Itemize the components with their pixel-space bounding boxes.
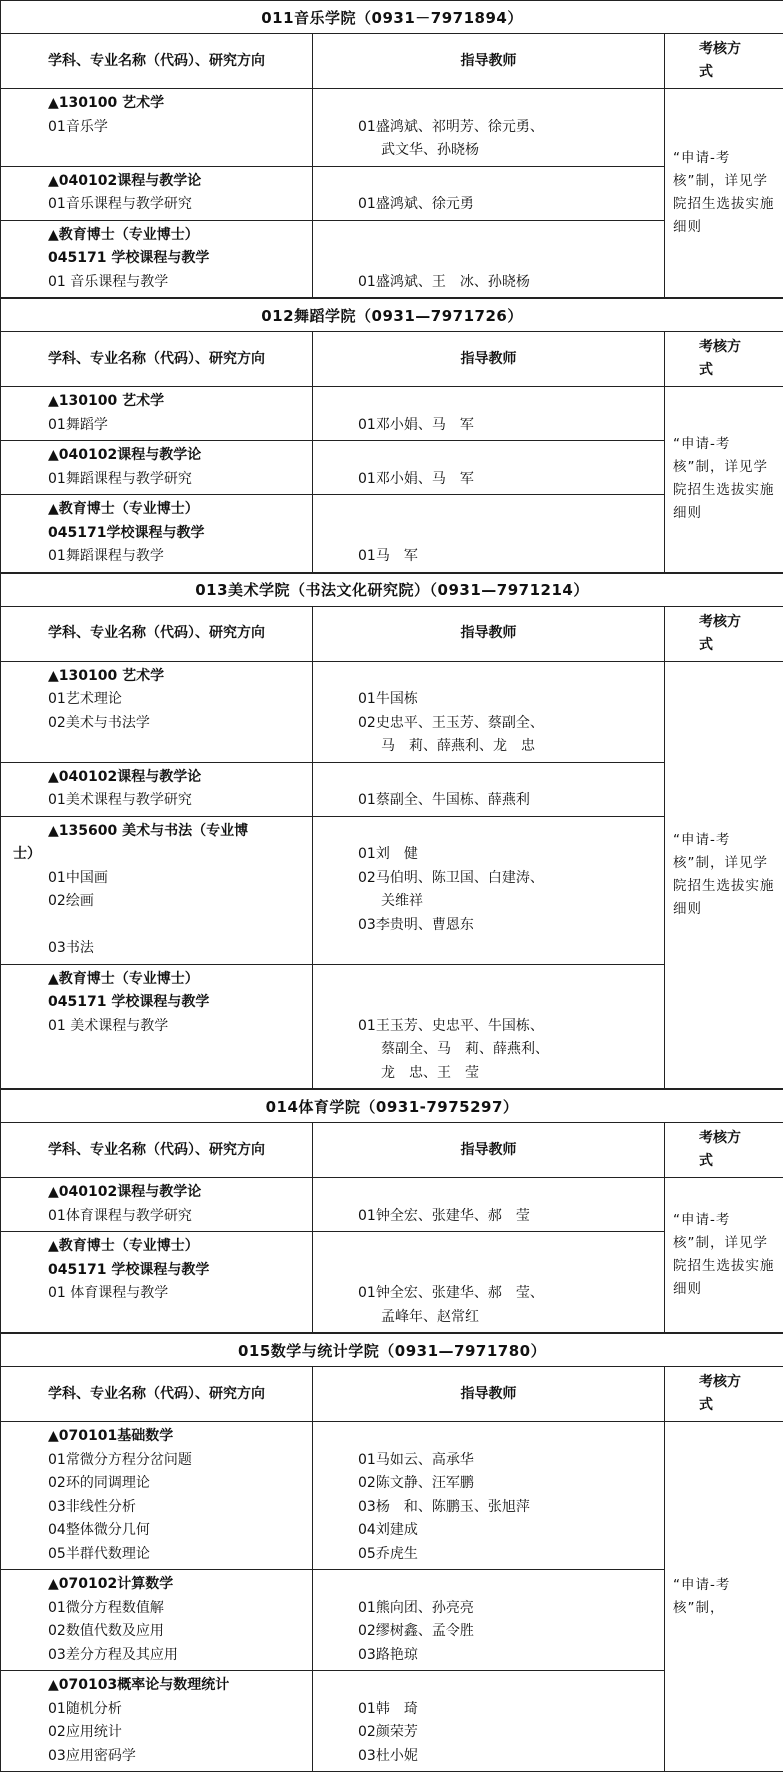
advisor-list: 01邓小娟、马 军	[358, 470, 474, 487]
section-title: 014体育学院（0931-7975297）	[1, 1090, 783, 1123]
program-row	[1, 89, 783, 167]
section-title: 013美术学院（书法文化研究院）（0931—7971214）	[1, 573, 783, 606]
advisor-list: 马 莉、薛燕利、龙 忠	[381, 738, 535, 754]
program-heading: ▲070102计算数学	[48, 1576, 174, 1592]
program-row	[1, 661, 783, 762]
program-heading: 045171学校课程与教学	[48, 524, 205, 541]
program-cell	[1, 387, 313, 441]
advisor-cell	[313, 89, 665, 167]
research-direction: 01舞蹈课程与教学研究	[48, 470, 192, 487]
advisor-cell	[313, 1178, 665, 1232]
advisor-list	[313, 1235, 664, 1259]
header-subject: 学科、专业名称（代码）、研究方向	[1, 34, 313, 89]
research-direction: 01舞蹈学	[48, 416, 108, 433]
advisor-list: 01熊向团、孙亮亮	[358, 1599, 474, 1616]
program-cell	[1, 220, 313, 298]
research-direction: 02数值代数及应用	[48, 1623, 164, 1639]
program-heading: ▲教育博士（专业博士）	[48, 226, 199, 243]
program-heading: ▲130100 艺术学	[48, 667, 165, 684]
program-cell	[1, 1671, 313, 1772]
program-cell	[1, 495, 313, 573]
program-heading: ▲130100 艺术学	[48, 95, 165, 111]
program-heading: ▲070103概率论与数理统计	[48, 1677, 230, 1693]
advisor-cell	[313, 1232, 665, 1333]
research-direction: 01 美术课程与教学	[48, 1017, 169, 1034]
program-heading: ▲040102课程与教学论	[48, 1184, 202, 1200]
section-table	[0, 1089, 783, 1333]
advisor-list	[313, 665, 664, 689]
advisor-list: 02陈文静、汪军鹏	[358, 1475, 474, 1491]
advisor-list: 02缪树鑫、孟令胜	[358, 1623, 474, 1639]
advisor-list	[313, 247, 664, 271]
header-assessment: 考核方式	[665, 606, 783, 661]
program-cell	[1, 1178, 313, 1232]
research-direction: 02应用统计	[48, 1724, 122, 1740]
advisor-list: 01马 军	[358, 548, 418, 564]
advisor-list	[313, 522, 664, 546]
advisor-list: 关维祥	[381, 893, 423, 909]
program-heading: 045171 学校课程与教学	[48, 250, 210, 266]
advisor-list: 04刘建成	[358, 1522, 418, 1538]
research-direction: 01 体育课程与教学	[48, 1285, 169, 1301]
program-heading: ▲教育博士（专业博士）	[48, 501, 199, 517]
advisor-list: 孟峰年、赵常红	[381, 1308, 479, 1325]
advisor-list: 武文华、孙晓杨	[381, 142, 479, 158]
research-direction: 01舞蹈课程与教学	[48, 548, 164, 564]
header-subject: 学科、专业名称（代码）、研究方向	[1, 1367, 313, 1422]
advisor-list	[313, 170, 664, 194]
advisor-cell	[313, 1570, 665, 1671]
program-heading: ▲040102课程与教学论	[48, 172, 202, 189]
header-advisor: 指导教师	[313, 332, 665, 387]
advisor-cell	[313, 166, 665, 220]
advisor-list	[313, 390, 664, 414]
research-direction: 01中国画	[48, 869, 108, 886]
advisor-list	[313, 968, 664, 992]
advisor-list	[313, 1573, 664, 1597]
advisor-cell	[313, 1671, 665, 1772]
advisor-list	[313, 766, 664, 790]
research-direction: 01音乐学	[48, 118, 108, 135]
program-cell	[1, 762, 313, 816]
header-subject: 学科、专业名称（代码）、研究方向	[1, 332, 313, 387]
research-direction: 03应用密码学	[48, 1747, 136, 1764]
program-cell	[1, 1422, 313, 1570]
advisor-list	[313, 224, 664, 248]
header-advisor: 指导教师	[313, 1123, 665, 1178]
header-assessment: 考核方式	[665, 34, 783, 89]
advisor-list	[313, 1259, 664, 1283]
advisor-cell	[313, 816, 665, 964]
research-direction: 01艺术理论	[48, 691, 122, 707]
header-assessment: 考核方式	[665, 1367, 783, 1422]
advisor-list	[313, 991, 664, 1015]
program-heading: ▲040102课程与教学论	[48, 447, 202, 463]
advisor-cell	[313, 964, 665, 1089]
advisor-list: 01王玉芳、史忠平、牛国栋、	[358, 1017, 544, 1034]
header-subject: 学科、专业名称（代码）、研究方向	[1, 1123, 313, 1178]
advisor-list	[313, 92, 664, 116]
advisor-cell	[313, 441, 665, 495]
program-cell	[1, 816, 313, 964]
advisor-cell	[313, 661, 665, 762]
advisor-list: 02史忠平、王玉芳、蔡副全、	[358, 714, 544, 731]
program-cell	[1, 1232, 313, 1333]
assessment-method: “申请-考核”制，详见学院招生选拔实施细则	[665, 1178, 783, 1333]
program-cell	[1, 441, 313, 495]
advisor-list: 05乔虎生	[358, 1545, 418, 1562]
assessment-method: “申请-考核”制，详见学院招生选拔实施细则	[665, 661, 783, 1089]
advisor-list: 01韩 琦	[358, 1700, 418, 1717]
section-table	[0, 0, 783, 298]
research-direction: 01体育课程与教学研究	[48, 1207, 192, 1224]
program-row	[1, 1422, 783, 1570]
advisor-list: 01钟全宏、张建华、郝 莹	[358, 1207, 530, 1224]
research-direction: 02美术与书法学	[48, 714, 150, 731]
header-subject: 学科、专业名称（代码）、研究方向	[1, 606, 313, 661]
advisor-list: 03李贵明、曹恩东	[358, 916, 474, 933]
advisor-cell	[313, 1422, 665, 1570]
research-direction: 01微分方程数值解	[48, 1599, 164, 1616]
research-direction: 02环的同调理论	[48, 1475, 150, 1491]
section-title: 011音乐学院（0931－7971894）	[1, 1, 783, 34]
program-heading: ▲070101基础数学	[48, 1428, 174, 1444]
program-heading: ▲135600 美术与书法（专业博	[48, 822, 249, 839]
advisor-list: 01马如云、高承华	[358, 1451, 474, 1468]
program-cell	[1, 1570, 313, 1671]
advisor-cell	[313, 387, 665, 441]
program-heading: 士）	[13, 846, 41, 862]
advisor-list: 蔡副全、马 莉、薛燕利、	[381, 1041, 549, 1057]
advisor-cell	[313, 220, 665, 298]
program-heading: ▲130100 艺术学	[48, 393, 165, 409]
section-table	[0, 573, 783, 1090]
advisor-list: 01蔡副全、牛国栋、薛燕利	[358, 792, 530, 808]
advisor-list	[313, 1425, 664, 1449]
research-direction: 01美术课程与教学研究	[48, 792, 192, 808]
advisor-list	[313, 1674, 664, 1698]
program-cell	[1, 89, 313, 167]
advisor-list: 龙 忠、王 莹	[381, 1064, 479, 1081]
program-row	[1, 387, 783, 441]
assessment-method: “申请-考核”制，详见学院招生选拔实施细则	[665, 387, 783, 573]
header-assessment: 考核方式	[665, 332, 783, 387]
advisor-list: 01牛国栋	[358, 691, 418, 707]
header-advisor: 指导教师	[313, 1367, 665, 1422]
header-advisor: 指导教师	[313, 34, 665, 89]
program-cell	[1, 166, 313, 220]
research-direction: 01随机分析	[48, 1700, 122, 1717]
research-direction: 03书法	[48, 940, 94, 956]
program-cell	[1, 964, 313, 1089]
advisor-list: 01刘 健	[358, 846, 418, 862]
program-cell	[1, 661, 313, 762]
section-title: 012舞蹈学院（0931—7971726）	[1, 299, 783, 332]
research-direction: 01音乐课程与教学研究	[48, 196, 192, 212]
advisor-cell	[313, 495, 665, 573]
advisor-list: 01盛鸿斌、祁明芳、徐元勇、	[358, 118, 544, 135]
program-row	[1, 1178, 783, 1232]
program-heading: ▲教育博士（专业博士）	[48, 1238, 199, 1254]
advisor-list: 03路艳琼	[358, 1646, 418, 1663]
assessment-method: “申请-考核”制，	[665, 1422, 783, 1772]
research-direction: 03差分方程及其应用	[48, 1646, 178, 1663]
research-direction: 02绘画	[48, 893, 94, 909]
advisor-list	[313, 1181, 664, 1205]
header-assessment: 考核方式	[665, 1123, 783, 1178]
research-direction: 01 音乐课程与教学	[48, 273, 169, 290]
research-direction: 05半群代数理论	[48, 1545, 150, 1562]
advisor-list	[313, 444, 664, 468]
advisor-list: 02马伯明、陈卫国、白建涛、	[358, 869, 544, 886]
advisor-list: 01盛鸿斌、徐元勇	[358, 196, 474, 212]
program-heading: 045171 学校课程与教学	[48, 1261, 210, 1278]
advisor-list: 01邓小娟、马 军	[358, 416, 474, 433]
program-heading: 045171 学校课程与教学	[48, 994, 210, 1010]
advisor-list: 01钟全宏、张建华、郝 莹、	[358, 1285, 544, 1301]
advisor-list: 03杜小妮	[358, 1747, 418, 1764]
advisor-list	[313, 820, 664, 844]
research-direction: 04整体微分几何	[48, 1522, 150, 1538]
advisor-list: 02颜荣芳	[358, 1724, 418, 1740]
research-direction	[1, 914, 312, 938]
research-direction: 01常微分方程分岔问题	[48, 1451, 192, 1468]
program-heading: ▲040102课程与教学论	[48, 768, 202, 785]
advisor-list: 03杨 和、陈鹏玉、张旭萍	[358, 1498, 530, 1515]
program-heading: ▲教育博士（专业博士）	[48, 970, 199, 987]
section-table	[0, 1333, 783, 1772]
advisor-list	[313, 498, 664, 522]
research-direction: 03非线性分析	[48, 1498, 136, 1515]
assessment-method: “申请-考核”制，详见学院招生选拔实施细则	[665, 89, 783, 298]
header-advisor: 指导教师	[313, 606, 665, 661]
advisor-cell	[313, 762, 665, 816]
section-table	[0, 298, 783, 573]
advisor-list: 01盛鸿斌、王 冰、孙晓杨	[358, 273, 530, 290]
section-title: 015数学与统计学院（0931—7971780）	[1, 1334, 783, 1367]
